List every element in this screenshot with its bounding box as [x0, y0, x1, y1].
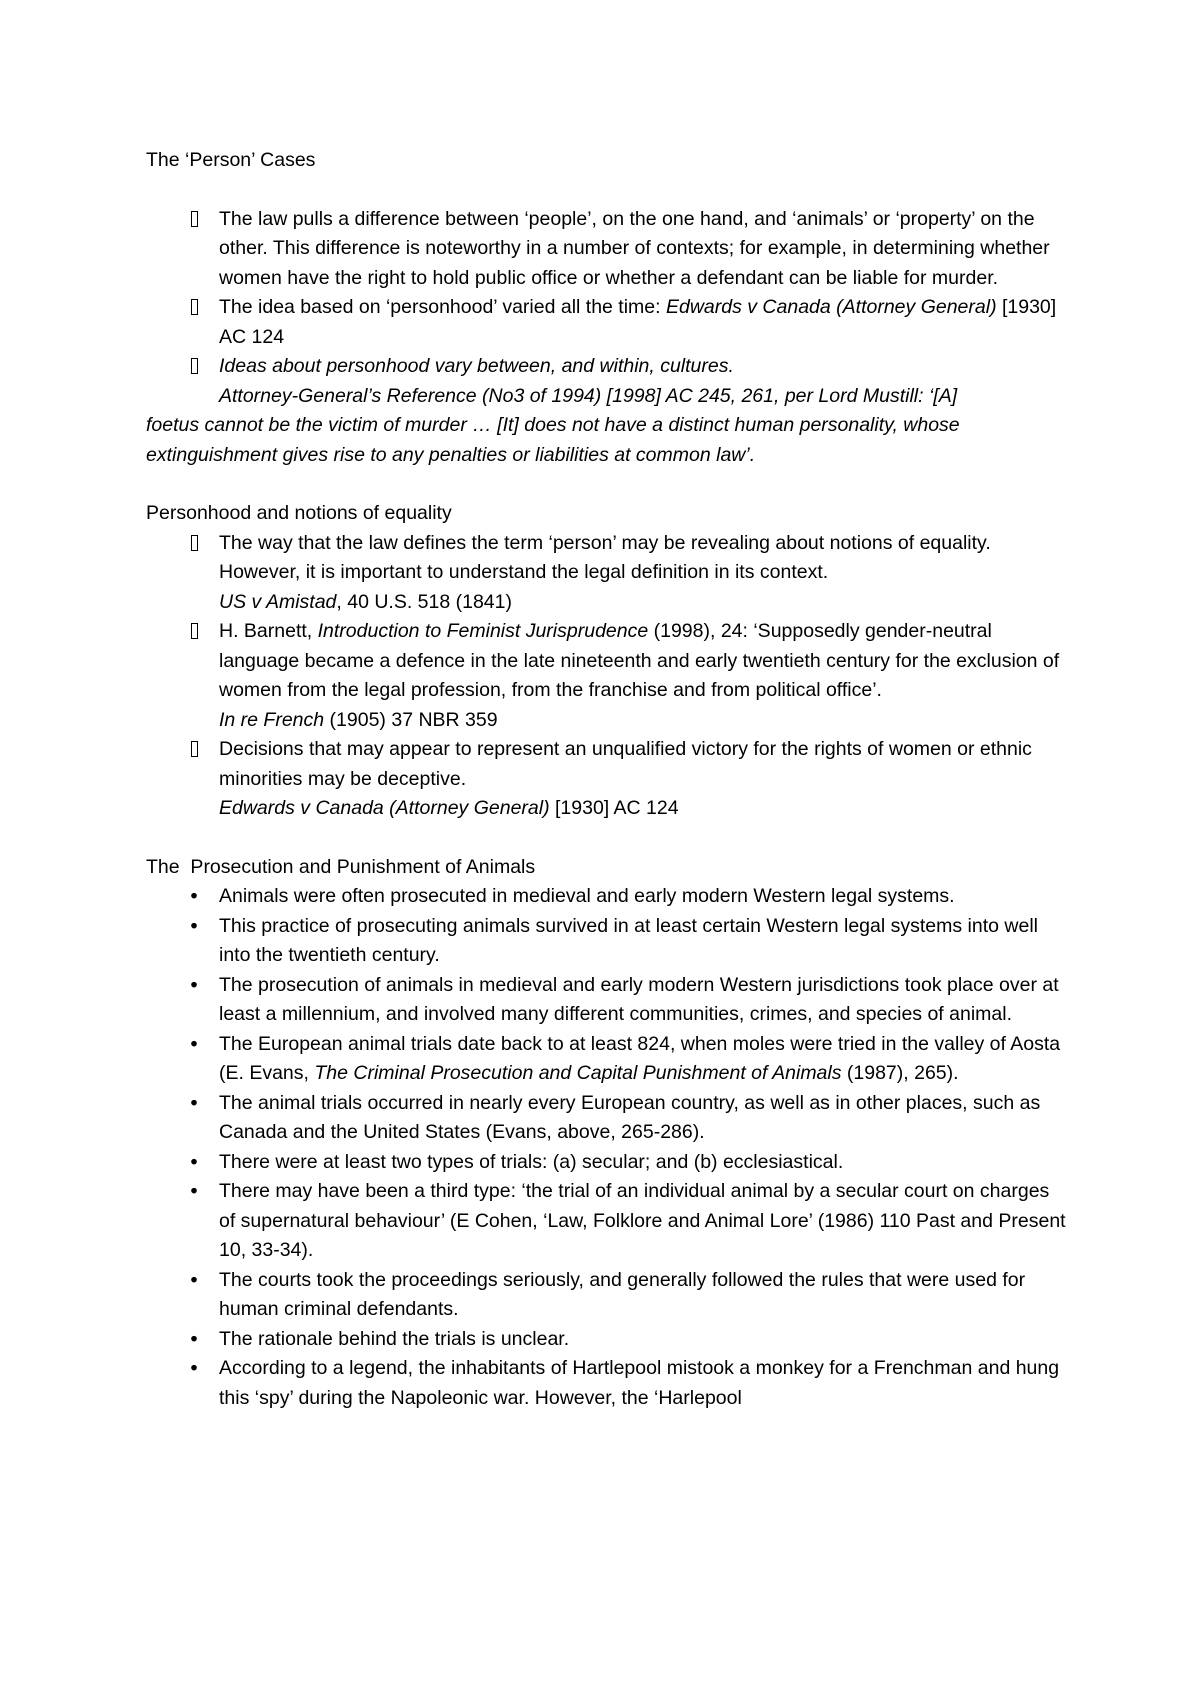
item-text: There may have been a third type: ‘the trial of an individual animal by a secular court on charges of supernatural behaviour’ (E Cohen, ‘Law, Folklore and Animal Lore’ (1986) 110 Past and Present 10, 33-34). — [219, 1180, 1066, 1261]
list-item — [146, 1030, 1066, 1089]
list-item — [146, 735, 1066, 824]
section-heading-personhood-equality: Personhood and notions of equality — [146, 502, 452, 524]
item-text: The animal trials occurred in nearly every European country, as well as in other places, such as Canada and the United States (Evans, above, 265-286). — [219, 1091, 1041, 1143]
item-text: Animals were often prosecuted in medieval and early modern Western legal systems. — [219, 885, 955, 907]
missing-glyph-bullet-icon — [184, 735, 204, 766]
list-item — [146, 529, 1066, 618]
item-text: The courts took the proceedings seriously, and generally followed the rules that were used for human criminal defendants. — [219, 1268, 1026, 1320]
bullet-icon: • — [188, 973, 200, 997]
quote-first-line: Attorney-General’s Reference (No3 of 1994) [1998] AC 245, 261, per Lord Mustill: ‘[A] — [219, 384, 958, 407]
case-name: US v Amistad — [219, 590, 337, 613]
list-item — [146, 293, 1066, 352]
bullet-icon: • — [188, 885, 200, 908]
missing-glyph-bullet-icon — [184, 205, 204, 236]
item-text: H. Barnett, — [219, 620, 318, 642]
list-item — [146, 1354, 1066, 1413]
list-item — [146, 1266, 1066, 1325]
bullet-icon: • — [188, 1268, 200, 1292]
bullet-icon: • — [188, 1150, 200, 1174]
book-title: Introduction to Feminist Jurisprudence — [317, 620, 649, 642]
list-item — [146, 617, 1066, 735]
item-text: The way that the law defines the term ‘person’ may be revealing about notions of equality. However, it is important to understand the legal definition in its context. — [219, 531, 991, 583]
list-item — [146, 971, 1066, 1030]
case-name: Edwards v Canada (Attorney General) — [219, 797, 550, 819]
bullet-icon: • — [188, 1327, 200, 1351]
list-item — [146, 1148, 1066, 1178]
missing-glyph-bullet-icon — [184, 617, 204, 648]
item-text: The prosecution of animals in medieval and early modern Western jurisdictions took place over at least a millennium, and involved many different communities, crimes, and species of animal. — [219, 973, 1059, 1025]
list-item — [146, 882, 1066, 912]
list-item — [146, 912, 1066, 971]
list-item — [146, 1325, 1066, 1355]
case-reference: [1930] AC 124 — [549, 797, 679, 819]
item-text: (1987), 265). — [841, 1062, 959, 1084]
missing-glyph-bullet-icon — [184, 293, 204, 324]
quote-continuation: foetus cannot be the victim of murder … [It] does not have a distinct human personality, whose extinguishment gives rise to any penalties or liabilities at common law’. — [146, 414, 960, 466]
missing-glyph-bullet-icon — [184, 529, 204, 560]
case-reference: (1905) 37 NBR 359 — [324, 708, 498, 731]
bullet-icon: • — [188, 914, 200, 938]
case-citation: Edwards v Canada (Attorney General) — [665, 296, 997, 318]
list-item — [146, 352, 1066, 382]
item-text: (1998), 24: ‘Supposedly gender-neutral language became a defence in the late nineteenth and early twentieth century for the exclusion of women from the legal profession, from the franchise and from political office’. — [219, 620, 1060, 701]
section-heading-animal-prosecution: The Prosecution and Punishment of Animals — [146, 855, 536, 878]
item-text: Ideas about personhood vary between, and within, cultures. — [219, 355, 734, 377]
item-text: There were at least two types of trials: (a) secular; and (b) ecclesiastical. — [219, 1150, 844, 1173]
document-body — [146, 146, 1066, 1413]
case-reference: , 40 U.S. 518 (1841) — [336, 590, 512, 613]
item-text: According to a legend, the inhabitants of Hartlepool mistook a monkey for a Frenchman and hung this ‘spy’ during the Napoleonic war. However, the ‘Harlepool — [219, 1357, 1060, 1409]
bullet-icon: • — [188, 1180, 200, 1203]
book-title: The Criminal Prosecution and Capital Punishment of Animals — [314, 1062, 842, 1084]
section-heading-person-cases: The ‘Person’ Cases — [146, 149, 316, 171]
item-text: Decisions that may appear to represent an unqualified victory for the rights of women or ethnic minorities may be deceptive. — [219, 738, 1032, 790]
item-text: The idea based on ‘personhood’ varied all the time: — [219, 296, 666, 318]
item-text: This practice of prosecuting animals survived in at least certain Western legal systems into well into the twentieth century. — [219, 914, 1038, 966]
item-text: The European animal trials date back to at least 824, when moles were tried in the valley of Aosta (E. Evans, — [219, 1032, 1061, 1084]
bullet-icon: • — [188, 1091, 200, 1115]
list-item — [146, 1177, 1066, 1266]
case-name: In re French — [219, 708, 325, 731]
missing-glyph-bullet-icon — [184, 352, 204, 383]
item-text: The rationale behind the trials is unclear. — [219, 1327, 570, 1350]
bullet-icon: • — [188, 1357, 200, 1380]
bullet-icon: • — [188, 1032, 200, 1056]
item-text: The law pulls a difference between ‘people’, on the one hand, and ‘animals’ or ‘property’ on the other. This difference is noteworthy in a number of contexts; for example, in determining whether women have the right to hold public office or whether a defendant can be liable for murder. — [219, 207, 1050, 289]
list-item — [146, 1089, 1066, 1148]
case-reference: [1930] AC 124 — [219, 296, 1057, 348]
list-item — [146, 205, 1066, 294]
